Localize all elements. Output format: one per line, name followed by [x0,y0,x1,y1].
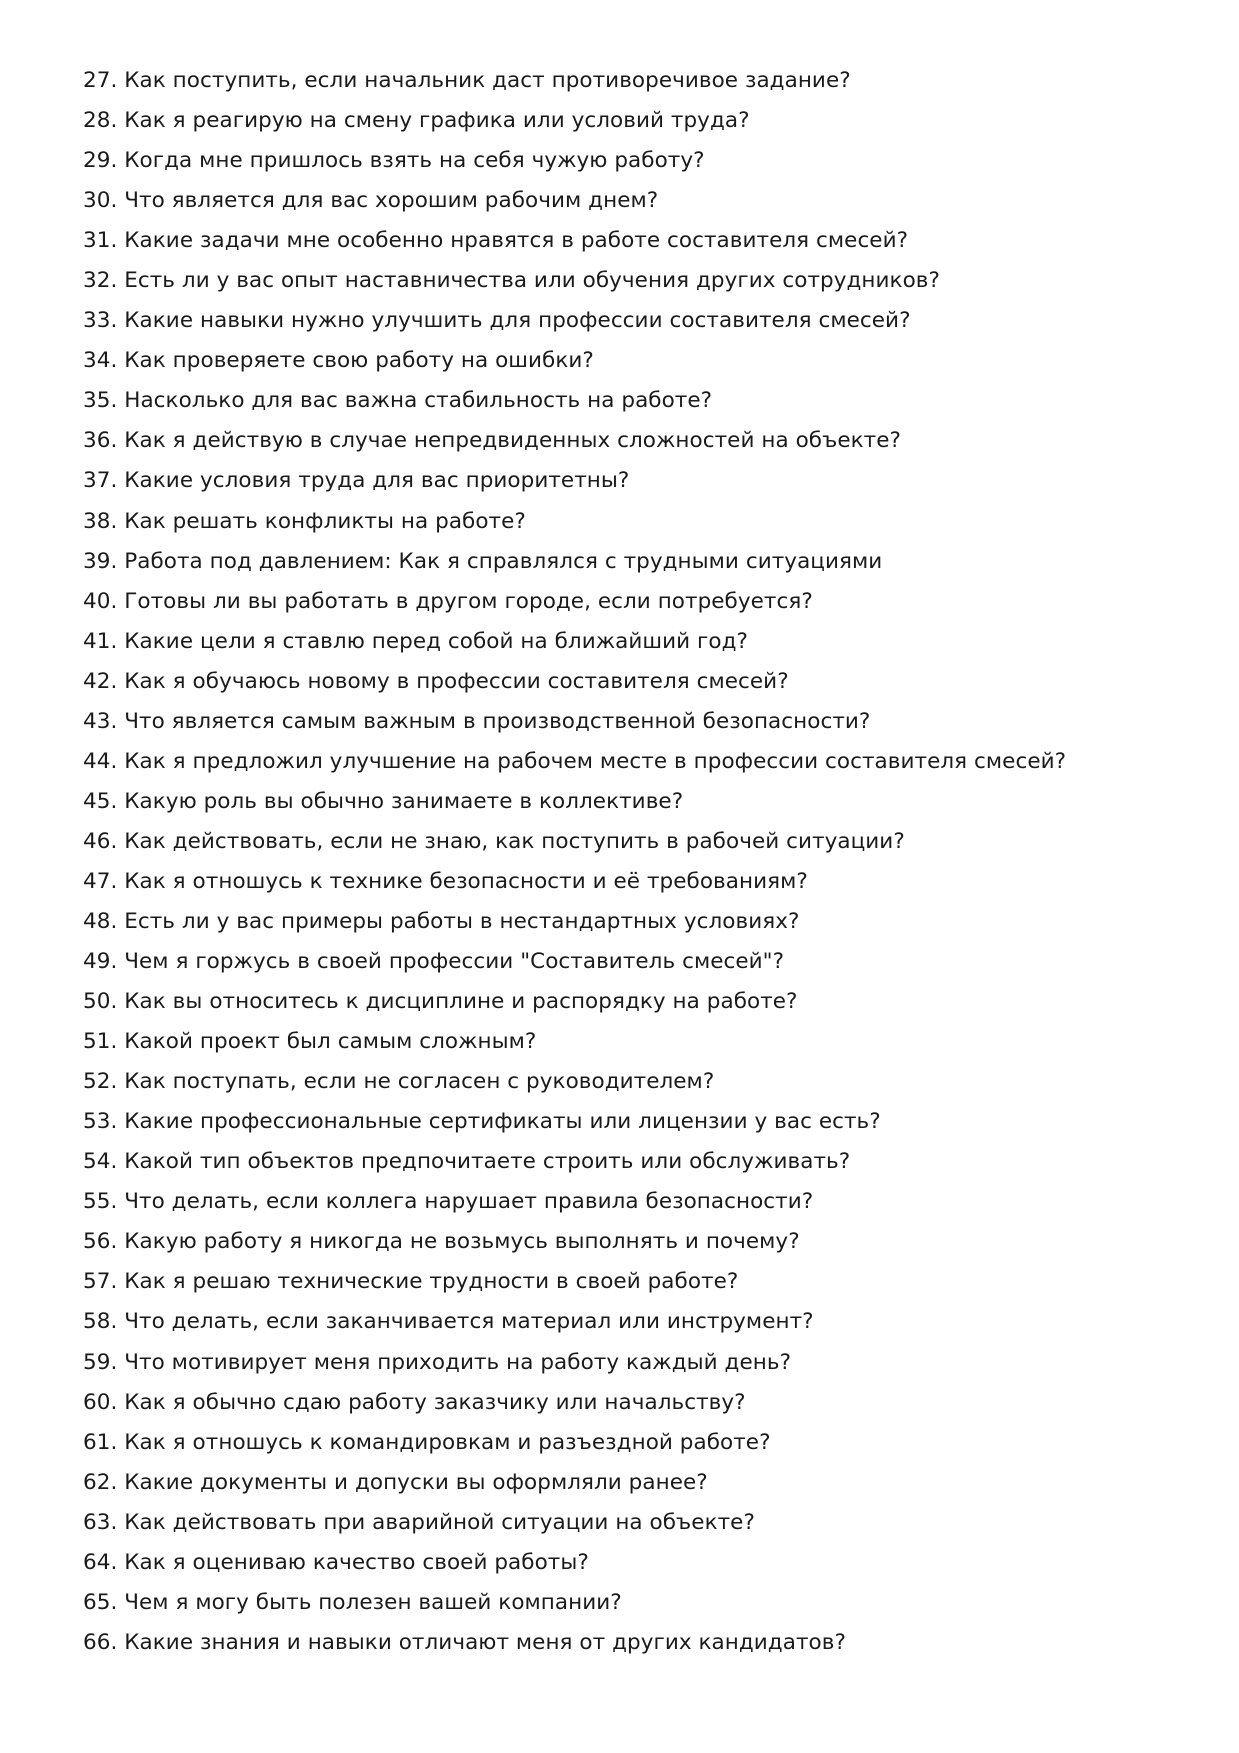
question-item: 32. Есть ли у вас опыт наставничества или обучения других сотрудников? [83,268,940,294]
question-item: 65. Чем я могу быть полезен вашей компании? [83,1589,622,1615]
question-item: 66. Какие знания и навыки отличают меня от других кандидатов? [83,1629,846,1655]
question-item: 29. Когда мне пришлось взять на себя чужую работу? [83,148,705,174]
question-item: 36. Как я действую в случае непредвиденных сложностей на объекте? [83,428,901,454]
question-item: 41. Какие цели я ставлю перед собой на ближайший год? [83,628,748,654]
question-item: 51. Какой проект был самым сложным? [83,1029,537,1055]
question-item: 34. Как проверяете свою работу на ошибки? [83,348,594,374]
question-item: 30. Что является для вас хорошим рабочим днем? [83,188,659,214]
question-list [83,61,1066,1663]
question-item: 28. Как я реагирую на смену графика или условий труда? [83,108,750,134]
question-item: 53. Какие профессиональные сертификаты или лицензии у вас есть? [83,1109,881,1135]
question-item: 50. Как вы относитесь к дисциплине и распорядку на работе? [83,989,798,1015]
question-item: 54. Какой тип объектов предпочитаете строить или обслуживать? [83,1149,851,1175]
question-item: 44. Как я предложил улучшение на рабочем месте в профессии составителя смесей? [83,748,1067,774]
question-item: 37. Какие условия труда для вас приоритетны? [83,468,630,494]
question-item: 40. Готовы ли вы работать в другом городе, если потребуется? [83,588,813,614]
question-item: 57. Как я решаю технические трудности в своей работе? [83,1269,739,1295]
question-item: 49. Чем я горжусь в своей профессии "Составитель смесей"? [83,949,785,975]
question-item: 56. Какую работу я никогда не возьмусь выполнять и почему? [83,1229,800,1255]
question-item: 52. Как поступать, если не согласен с руководителем? [83,1069,715,1095]
question-item: 31. Какие задачи мне особенно нравятся в работе составителя смесей? [83,228,909,254]
question-item: 33. Какие навыки нужно улучшить для профессии составителя смесей? [83,308,911,334]
question-item: 60. Как я обычно сдаю работу заказчику или начальству? [83,1389,746,1415]
question-item: 27. Как поступить, если начальник даст противоречивое задание? [83,68,851,93]
question-item: 64. Как я оцениваю качество своей работы? [83,1549,589,1575]
question-item: 39. Работа под давлением: Как я справлялся с трудными ситуациями [83,548,883,574]
question-item: 43. Что является самым важным в производственной безопасности? [83,708,871,734]
question-item: 46. Как действовать, если не знаю, как поступить в рабочей ситуации? [83,828,905,854]
question-item: 58. Что делать, если заканчивается материал или инструмент? [83,1309,814,1335]
question-item: 35. Насколько для вас важна стабильность на работе? [83,388,713,414]
question-item: 47. Как я отношусь к технике безопасности и её требованиям? [83,868,808,894]
question-item: 63. Как действовать при аварийной ситуации на объекте? [83,1509,755,1535]
question-item: 42. Как я обучаюсь новому в профессии составителя смесей? [83,668,789,694]
question-item: 61. Как я отношусь к командировкам и разъездной работе? [83,1429,771,1455]
question-item: 55. Что делать, если коллега нарушает правила безопасности? [83,1189,814,1215]
question-item: 48. Есть ли у вас примеры работы в нестандартных условиях? [83,908,800,934]
question-item: 59. Что мотивирует меня приходить на работу каждый день? [83,1349,792,1375]
question-item: 38. Как решать конфликты на работе? [83,508,526,534]
question-item: 45. Какую роль вы обычно занимаете в коллективе? [83,788,684,814]
question-item: 62. Какие документы и допуски вы оформляли ранее? [83,1469,708,1495]
